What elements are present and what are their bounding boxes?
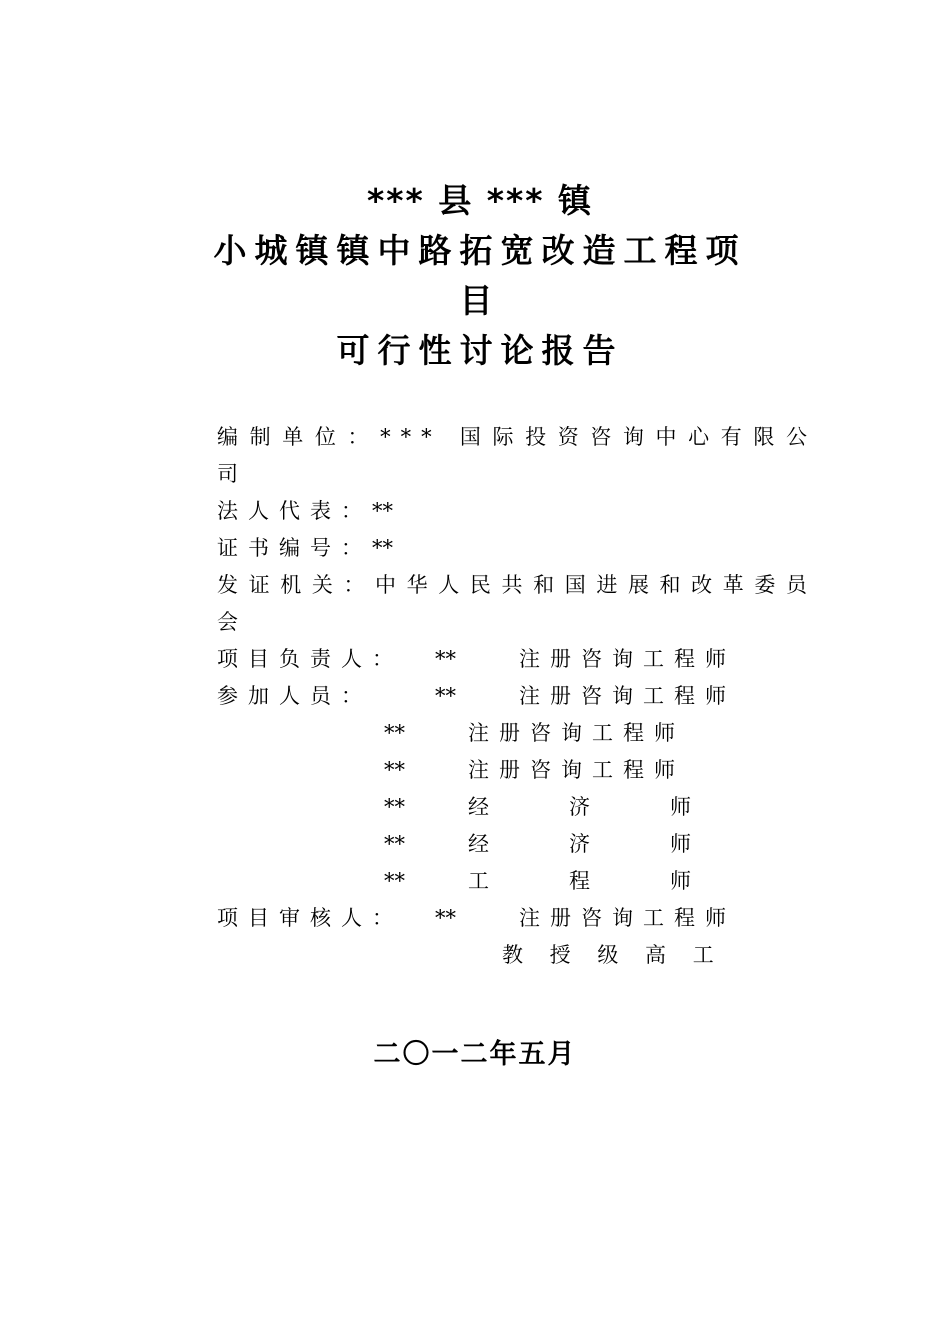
participant-title-part: 工 bbox=[468, 869, 489, 893]
reviewer-title: 注册咨询工程师 bbox=[519, 906, 736, 930]
participant-title-part: 经 bbox=[468, 832, 489, 856]
participant-name: ** bbox=[384, 795, 405, 819]
title-line-report: 可行性讨论报告 bbox=[336, 331, 624, 370]
cert-no-row bbox=[217, 530, 817, 567]
participant-name: ** bbox=[384, 832, 405, 856]
info-block bbox=[217, 419, 817, 974]
reviewer-label: 项目审核人： bbox=[217, 906, 403, 930]
participant-name: ** bbox=[435, 684, 456, 708]
participants-label: 参加人员： bbox=[217, 684, 372, 708]
report-title bbox=[155, 176, 805, 376]
cert-no-value: ** bbox=[372, 536, 393, 560]
title-line-project-cont: 目 bbox=[459, 281, 501, 320]
participant-title: 注册咨询工程师 bbox=[519, 684, 736, 708]
participant-title-part: 济 bbox=[569, 795, 590, 819]
reviewer-row bbox=[217, 900, 817, 937]
participant-title: 注册咨询工程师 bbox=[468, 758, 685, 782]
project-lead-name: ** bbox=[435, 647, 456, 671]
participant-title-part: 师 bbox=[670, 869, 691, 893]
participant-row bbox=[217, 715, 817, 752]
reviewer-name: ** bbox=[435, 906, 456, 930]
compiler-line: 编制单位：*** 国际投资咨询中心有限公司 bbox=[217, 425, 817, 486]
cert-no-label: 证书编号： bbox=[217, 536, 372, 560]
participant-name: ** bbox=[384, 758, 405, 782]
participant-title-part: 师 bbox=[670, 795, 691, 819]
legal-rep-value: ** bbox=[372, 499, 393, 523]
project-lead-row bbox=[217, 641, 817, 678]
participant-row bbox=[217, 789, 817, 826]
participant-name: ** bbox=[384, 869, 405, 893]
legal-rep-label: 法人代表： bbox=[217, 499, 372, 523]
title-line-project: 小城镇镇中路拓宽改造工程项 bbox=[213, 231, 747, 270]
project-lead-title: 注册咨询工程师 bbox=[519, 647, 736, 671]
project-lead-label: 项目负责人： bbox=[217, 647, 403, 671]
report-date: 二〇一二年五月 bbox=[373, 1039, 577, 1070]
reviewer-row-2 bbox=[217, 937, 817, 974]
participant-row bbox=[217, 752, 817, 789]
legal-rep-row bbox=[217, 493, 817, 530]
participant-title-part: 程 bbox=[569, 869, 590, 893]
issuer-line: 发证机关：中华人民共和国进展和改革委员会 bbox=[217, 573, 817, 634]
participant-name: ** bbox=[384, 721, 405, 745]
participant-row bbox=[217, 863, 817, 900]
participants-row bbox=[217, 678, 817, 715]
title-line-county: *** 县 *** 镇 bbox=[366, 181, 593, 220]
reviewer-title-2: 教 授 级 高 工 bbox=[502, 943, 724, 967]
participant-title: 注册咨询工程师 bbox=[468, 721, 685, 745]
participant-title-part: 济 bbox=[569, 832, 590, 856]
participant-title-part: 经 bbox=[468, 795, 489, 819]
participant-row bbox=[217, 826, 817, 863]
participant-title-part: 师 bbox=[670, 832, 691, 856]
